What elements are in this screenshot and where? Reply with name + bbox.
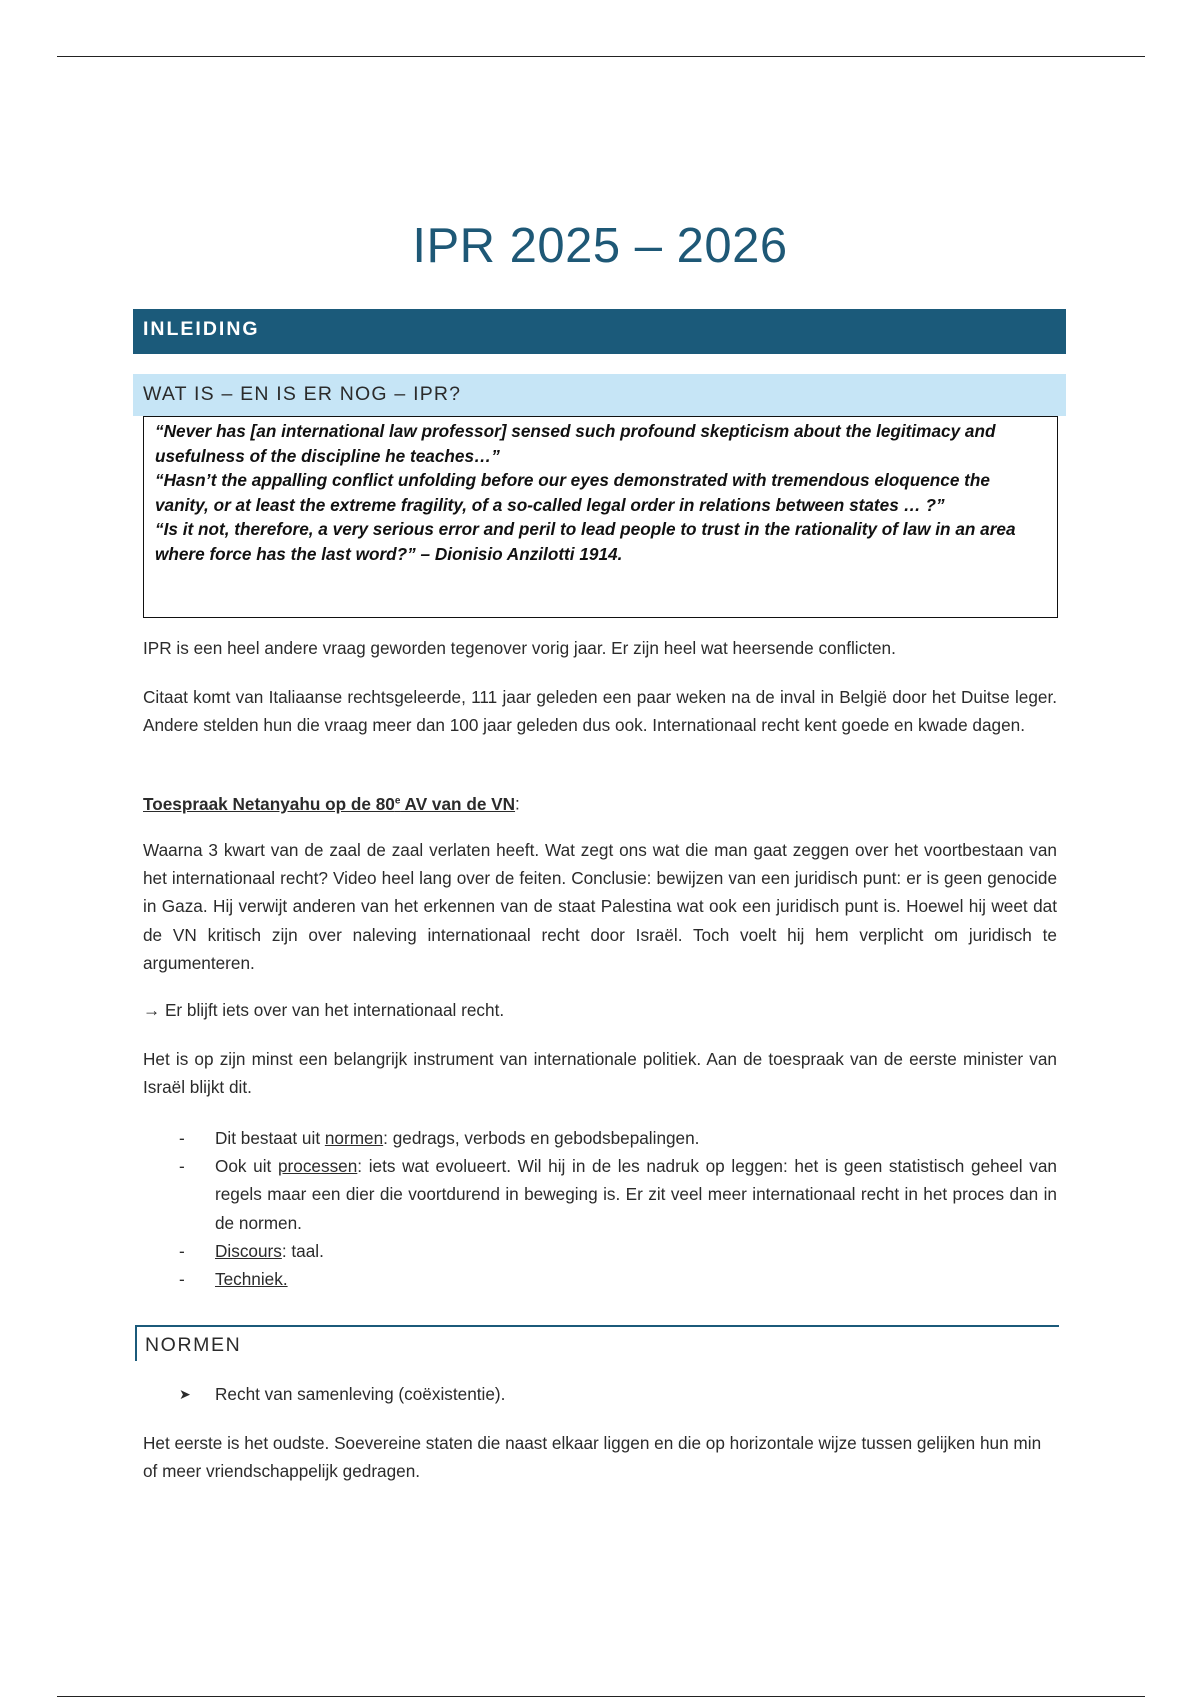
list-item-text: : iets wat evolueert. Wil hij in de les nadruk op leggen: het is geen statistisch geheel van regels maar een dier die voortdurend in beweging is. Er zit veel meer internationaal recht in het proces dan in de normen. xyxy=(215,1156,1057,1233)
paragraph xyxy=(143,1429,1057,1485)
list-item-text: Dit bestaat uit xyxy=(215,1128,325,1148)
paragraph xyxy=(143,836,1057,977)
quote-line: “Hasn’t the appalling conflict unfolding before our eyes demonstrated with tremendous eloquence the vanity, or at least the extreme fragility, of a so-called legal order in relations between states … ?” xyxy=(155,470,990,515)
list-item xyxy=(143,1124,1057,1152)
paragraph xyxy=(143,683,1057,739)
list-item-term: Techniek. xyxy=(215,1269,288,1290)
document-title: IPR 2025 – 2026 xyxy=(412,219,788,273)
subheading-pre: Toespraak Netanyahu op de 80 xyxy=(143,793,395,814)
paragraph xyxy=(143,996,1057,1024)
subheading-text xyxy=(143,794,515,814)
subheading-sup: e xyxy=(394,795,401,806)
list-item xyxy=(143,1265,1057,1293)
subheading-post: AV van de VN xyxy=(400,793,516,814)
bullet-dash: - xyxy=(179,1156,185,1177)
list-item-text: : taal. xyxy=(281,1240,324,1261)
paragraph-text: Citaat komt van Italiaanse rechtsgeleerde, 111 jaar geleden een paar weken na de inval in België door het Duitse leger. Andere stelden hun die vraag meer dan 100 jaar geleden dus ook. Internationaal recht kent goede en kwade dagen. xyxy=(143,687,1057,736)
list-item xyxy=(143,1152,1057,1237)
paragraph-text: Het eerste is het oudste. Soevereine staten die naast elkaar liggen en die op horizontale wijze tussen gelijken hun min of meer vriendschappelijk gedragen. xyxy=(143,1433,1042,1482)
bullet-dash: - xyxy=(179,1240,185,1261)
quote-line: “Is it not, therefore, a very serious error and peril to lead people to trust in the rationality of law in an area where force has the last word?” – Dionisio Anzilotti 1914. xyxy=(155,519,1016,564)
arrow-list-item xyxy=(143,1380,1057,1408)
arrow-list-item-text: Recht van samenleving (coëxistentie). xyxy=(215,1384,506,1404)
bullet-dash: - xyxy=(179,1269,185,1290)
list-item-term: Discours xyxy=(215,1240,282,1261)
paragraph-text: IPR is een heel andere vraag geworden tegenover vorig jaar. Er zijn heel wat heersende conflicten. xyxy=(143,638,896,658)
quote-line: “Never has [an international law professor] sensed such profound skepticism about the legitimacy and usefulness of the discipline he teaches…” xyxy=(155,421,996,466)
list-item-text: Ook uit xyxy=(215,1156,278,1177)
heading-inleiding: INLEIDING xyxy=(133,309,1066,354)
subheading-netanyahu xyxy=(143,787,1057,818)
paragraph-text: → Er blijft iets over van het internationaal recht. xyxy=(143,1000,505,1020)
heading-wat-is-ipr: WAT IS – EN IS ER NOG – IPR? xyxy=(133,374,1066,416)
bullet-dash: - xyxy=(179,1128,185,1148)
header-rule xyxy=(57,56,1145,57)
arrow-bullet-icon: ➤ xyxy=(179,1386,191,1402)
list-item xyxy=(143,1237,1057,1265)
quote-box xyxy=(143,416,1058,618)
paragraph xyxy=(143,1045,1057,1101)
bullet-list xyxy=(143,1124,1057,1293)
heading-normen: NORMEN xyxy=(135,1325,1059,1361)
footer-rule xyxy=(57,1696,1145,1697)
paragraph-text: Waarna 3 kwart van de zaal de zaal verlaten heeft. Wat zegt ons wat die man gaat zeggen over het voortbestaan van het internationaal recht? Video heel lang over de feiten. Conclusie: bewijzen van een juridisch punt: er is geen genocide in Gaza. Hij verwijt anderen van het erkennen van de staat Palestina wat ook een juridisch punt is. Hoewel hij weet dat de VN kritisch zijn over naleving internationaal recht door Israël. Toch voelt hij hem verplicht om juridisch te argumenteren. xyxy=(143,840,1057,973)
list-item-text: : gedrags, verbods en gebodsbepalingen. xyxy=(383,1128,700,1148)
list-item-term: processen xyxy=(277,1156,358,1177)
subheading-colon: : xyxy=(515,793,520,814)
paragraph xyxy=(143,634,1057,662)
paragraph-text: Het is op zijn minst een belangrijk instrument van internationale politiek. Aan de toespraak van de eerste minister van Israël blijkt dit. xyxy=(143,1049,1057,1098)
list-item-term: normen xyxy=(324,1128,384,1148)
